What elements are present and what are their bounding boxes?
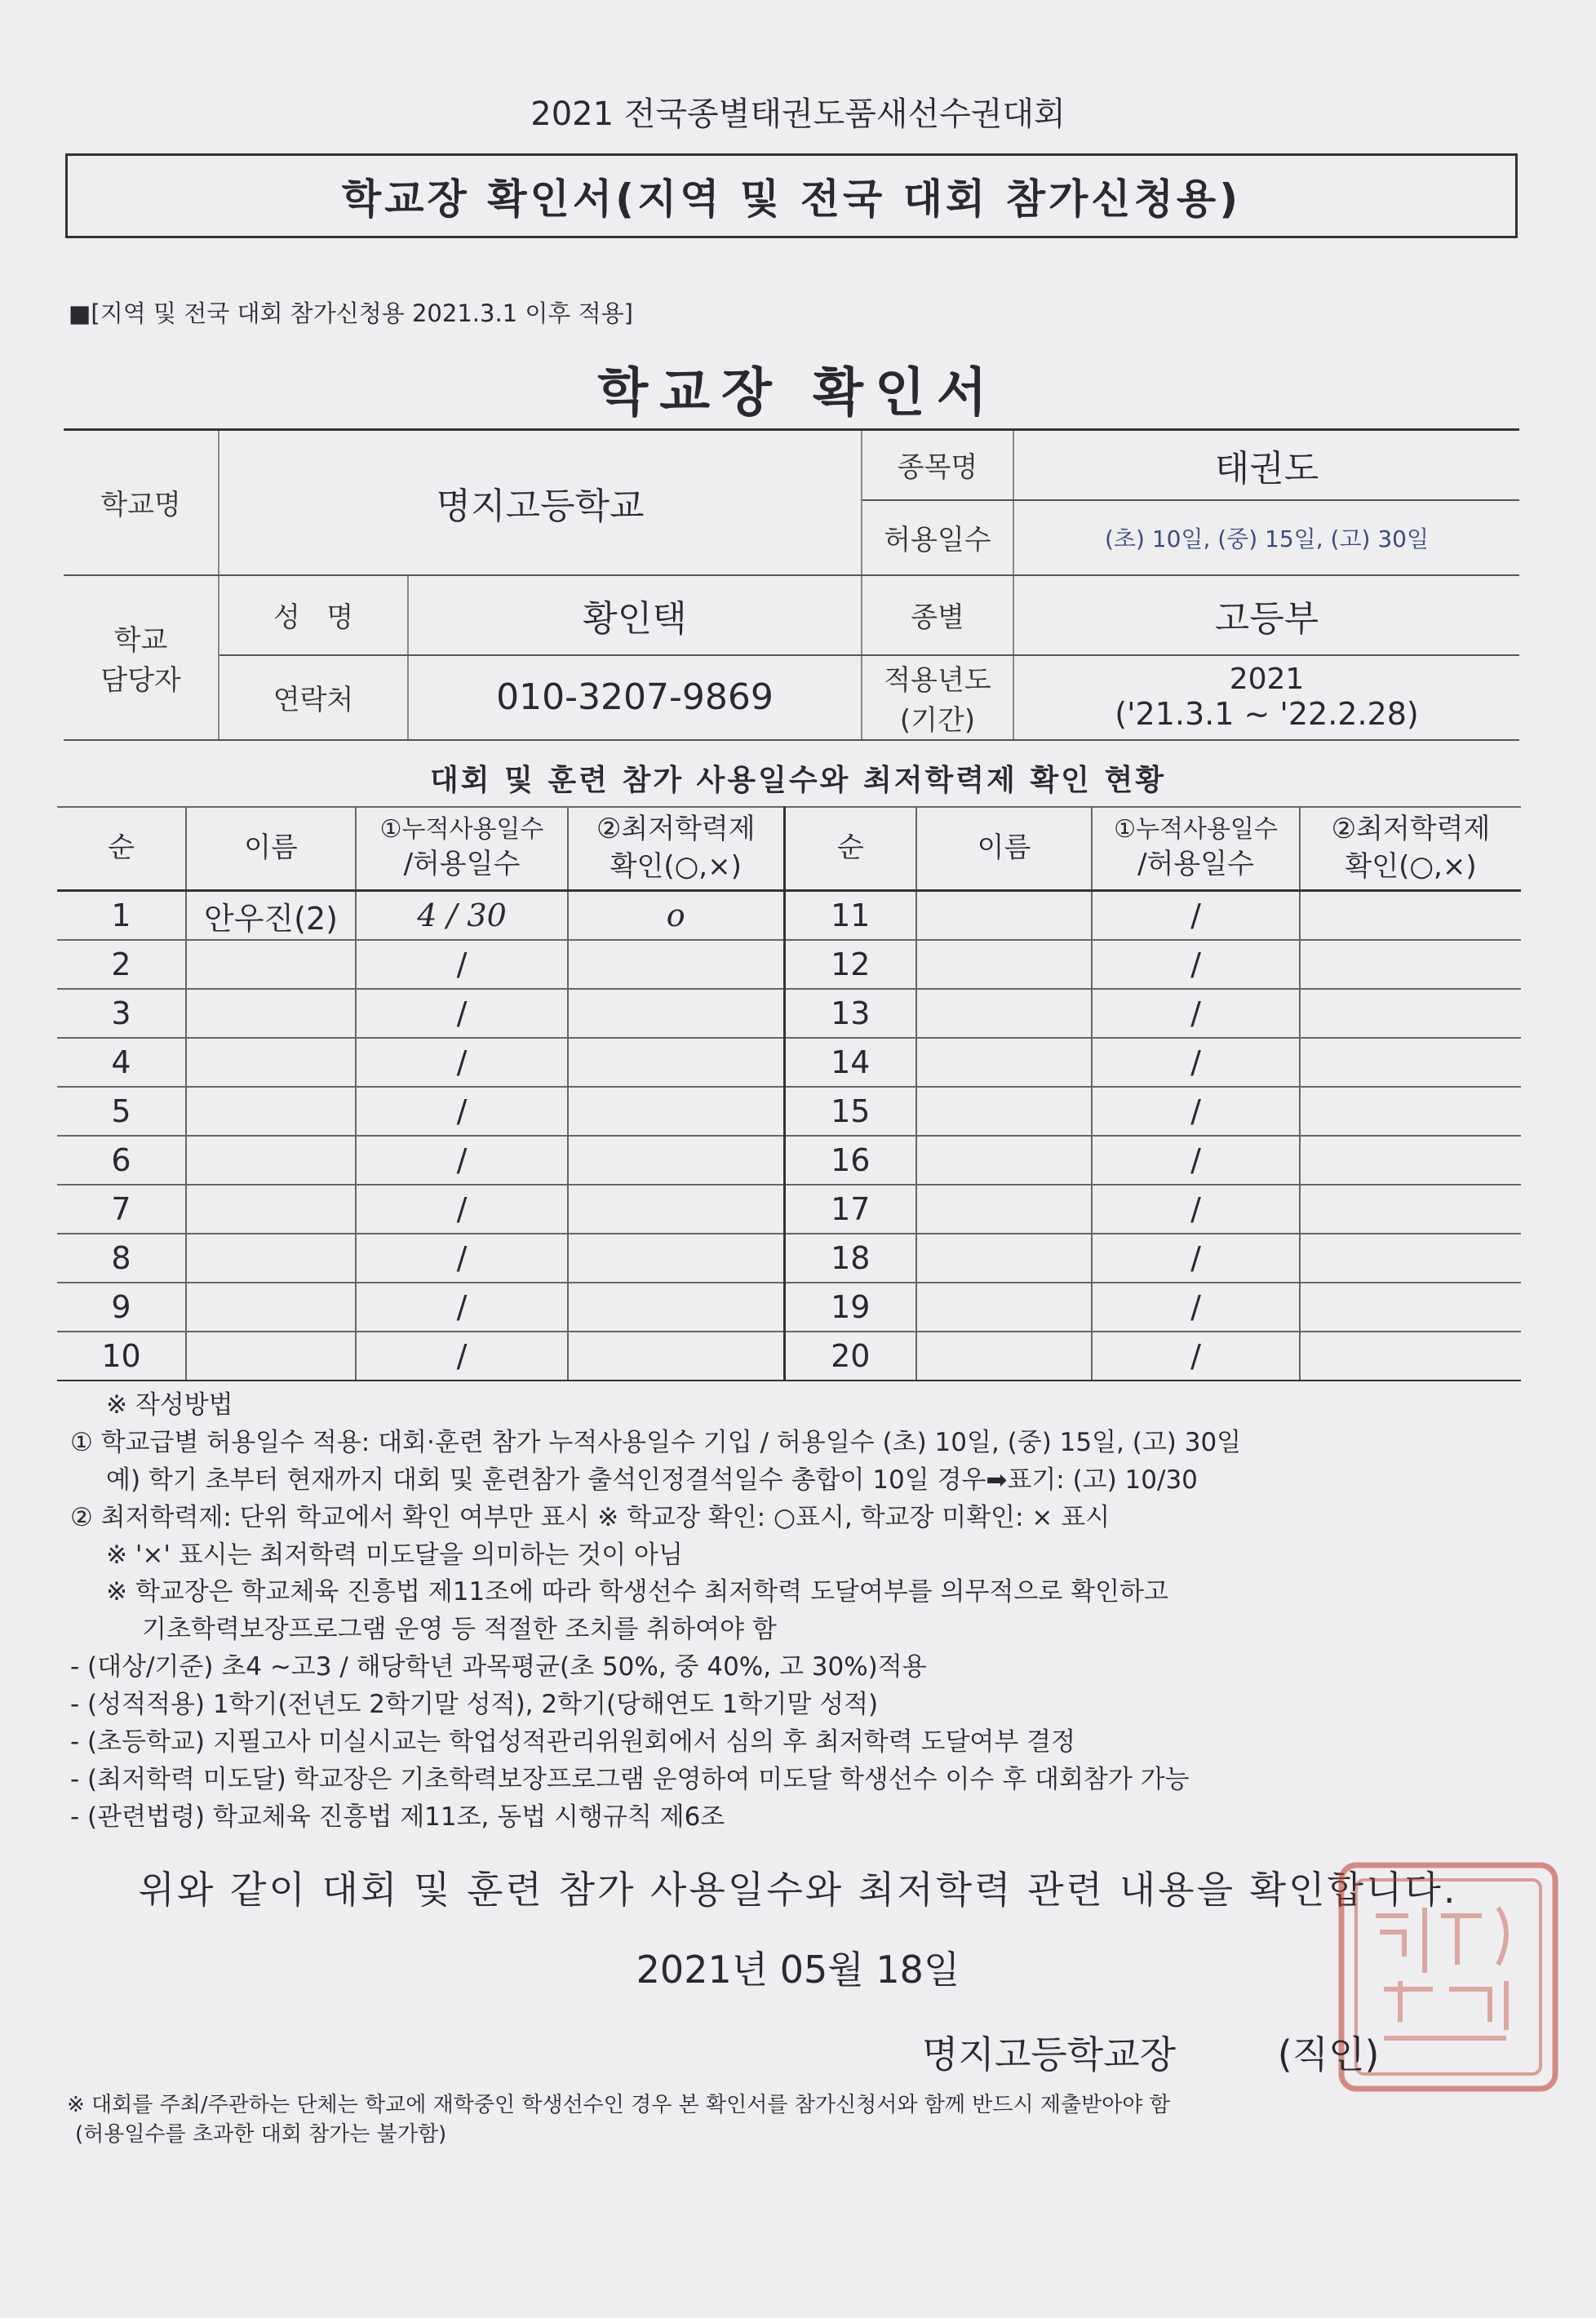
row-acad — [1300, 1332, 1521, 1381]
table-row — [57, 1038, 1521, 1087]
footer-note — [67, 2090, 1170, 2150]
year-value — [1013, 655, 1519, 740]
instruction-line: ① 학교급별 허용일수 적용: 대회·훈련 참가 누적사용일수 기입 / 허용일수 (초) 10일, (중) 15일, (고) 30일 — [70, 1427, 1242, 1457]
table-row — [57, 1185, 1521, 1234]
row-name — [916, 1234, 1092, 1283]
instruction-line: - (초등학교) 지필고사 미실시교는 학업성적관리위원회에서 심의 후 최저학력 도달여부 결정 — [70, 1726, 1076, 1757]
sport-label: 종목명 — [862, 430, 1013, 500]
col-acad-line1: ②최저학력제 — [596, 813, 756, 846]
instruction-line: ※ '×' 표시는 최저학력 미도달을 의미하는 것이 아님 — [106, 1540, 683, 1570]
division-value: 고등부 — [1013, 575, 1519, 655]
instruction-line: 예) 학기 초부터 현재까지 대회 및 훈련참가 출석인정결석일수 총합이 10일 경우➡표기: (고) 10/30 — [106, 1465, 1198, 1495]
row-name — [186, 1087, 356, 1136]
row-days: / — [1092, 891, 1300, 941]
year-value-period: ('21.3.1 ~ '22.2.28) — [1115, 696, 1419, 732]
row-days: / — [1092, 940, 1300, 989]
manager-label-line2: 담당자 — [100, 663, 181, 697]
footer-note-line1: ※ 대회를 주최/주관하는 단체는 학교에 재학중인 학생선수인 경우 본 확인서를 참가신청서와 함께 반드시 제출받아야 함 — [67, 2093, 1170, 2117]
row-no: 2 — [57, 940, 186, 989]
row-no: 8 — [57, 1234, 186, 1283]
year-label — [862, 655, 1013, 740]
division-label: 종별 — [862, 575, 1013, 655]
row-name — [186, 1332, 356, 1381]
row-acad — [568, 1332, 784, 1381]
col-days-line2: /허용일수 — [403, 848, 521, 881]
col-no-header: 순 — [57, 807, 186, 891]
row-acad — [568, 1087, 784, 1136]
year-label-line1: 적용년도 — [884, 663, 991, 697]
row-acad — [1300, 1038, 1521, 1087]
row-days: / — [1092, 989, 1300, 1038]
instruction-line: - (성적적용) 1학기(전년도 2학기말 성적), 2학기(당해연도 1학기말 성적) — [70, 1690, 879, 1719]
seal-label: (직인) — [1277, 2032, 1380, 2076]
row-name — [916, 1185, 1092, 1234]
row-acad — [568, 989, 784, 1038]
instructions — [70, 1387, 1539, 1837]
manager-label-line1: 학교 — [113, 623, 168, 657]
col-no-header: 순 — [784, 807, 916, 891]
sport-value: 태권도 — [1013, 430, 1519, 500]
manager-label — [64, 575, 219, 740]
table-row — [57, 940, 1521, 989]
row-days: / — [356, 1283, 568, 1332]
row-acad — [1300, 891, 1521, 941]
row-acad — [568, 1136, 784, 1185]
row-acad — [568, 1038, 784, 1087]
row-acad — [568, 1283, 784, 1332]
row-name — [916, 1038, 1092, 1087]
col-acad-line2: 확인(○,×) — [1345, 850, 1477, 883]
row-acad — [568, 940, 784, 989]
row-name — [186, 1185, 356, 1234]
row-days: / — [1092, 1283, 1300, 1332]
row-days: / — [356, 1038, 568, 1087]
school-name-value: 명지고등학교 — [219, 430, 862, 575]
row-days: / — [356, 1087, 568, 1136]
row-name — [186, 940, 356, 989]
footer-note-line2: (허용일수를 초과한 대회 참가는 불가함) — [75, 2122, 447, 2147]
contact-value: 010-3207-9869 — [408, 655, 862, 740]
year-label-line2: (기간) — [899, 703, 976, 737]
row-no: 10 — [57, 1332, 186, 1381]
col-acad-header — [568, 807, 784, 891]
row-name — [916, 891, 1092, 941]
row-days: / — [356, 989, 568, 1038]
col-name-header: 이름 — [186, 807, 356, 891]
table-row — [57, 1283, 1521, 1332]
row-no: 12 — [784, 940, 916, 989]
row-name — [186, 1038, 356, 1087]
row-name — [916, 1283, 1092, 1332]
col-days-line2: /허용일수 — [1137, 848, 1254, 881]
status-header-row — [57, 807, 1521, 891]
instruction-line: ※ 학교장은 학교체육 진흥법 제11조에 따라 학생선수 최저학력 도달여부를 의무적으로 확인하고 — [106, 1577, 1168, 1607]
form-title: 학교장 확인서 — [597, 363, 999, 423]
row-name — [916, 1136, 1092, 1185]
instruction-line: - (최저학력 미도달) 학교장은 기초학력보장프로그램 운영하여 미도달 학생선수 이수 후 대회참가 가능 — [70, 1764, 1190, 1794]
row-no: 11 — [784, 891, 916, 941]
col-acad-line2: 확인(○,×) — [610, 850, 742, 883]
row-name — [916, 940, 1092, 989]
row-no: 4 — [57, 1038, 186, 1087]
col-acad-line1: ②최저학력제 — [1331, 813, 1491, 846]
table-row — [57, 1136, 1521, 1185]
row-days: / — [1092, 1185, 1300, 1234]
row-name — [916, 989, 1092, 1038]
allowed-days-label: 허용일수 — [862, 500, 1013, 575]
document-header-box — [65, 153, 1518, 238]
school-info-table — [64, 428, 1519, 741]
status-table-title: 대회 및 훈련 참가 사용일수와 최저학력제 확인 현황 — [429, 764, 1167, 797]
principal-name: 명지고등학교장 — [922, 2032, 1177, 2076]
row-days: / — [356, 1332, 568, 1381]
seal-inner-border — [1356, 1880, 1541, 2074]
table-row — [57, 1234, 1521, 1283]
principal-signature-line — [922, 2025, 1379, 2079]
row-no: 5 — [57, 1087, 186, 1136]
document-header-title: 학교장 확인서(지역 및 전국 대회 참가신청용) — [341, 175, 1242, 223]
row-acad — [568, 1185, 784, 1234]
row-no: 6 — [57, 1136, 186, 1185]
row-no: 18 — [784, 1234, 916, 1283]
row-no: 17 — [784, 1185, 916, 1234]
row-no: 1 — [57, 891, 186, 941]
row-days: / — [1092, 1038, 1300, 1087]
row-name — [916, 1087, 1092, 1136]
row-no: 20 — [784, 1332, 916, 1381]
row-days: / — [1092, 1332, 1300, 1381]
status-table — [57, 806, 1521, 1381]
row-no: 14 — [784, 1038, 916, 1087]
instruction-line: - (관련법령) 학교체육 진흥법 제11조, 동법 시행규칙 제6조 — [70, 1802, 725, 1832]
row-acad — [1300, 1136, 1521, 1185]
row-name — [916, 1332, 1092, 1381]
instruction-line: ② 최저학력제: 단위 학교에서 확인 여부만 표시 ※ 학교장 확인: ○표시, 학교장 미확인: × 표시 — [70, 1502, 1111, 1532]
row-days: / — [356, 1234, 568, 1283]
col-days-header — [1092, 807, 1300, 891]
row-no: 7 — [57, 1185, 186, 1234]
row-no: 13 — [784, 989, 916, 1038]
row-acad — [1300, 1234, 1521, 1283]
col-days-line1: ①누적사용일수 — [379, 814, 544, 844]
year-value-year: 2021 — [1229, 663, 1305, 696]
row-acad — [1300, 1283, 1521, 1332]
event-title: 2021 전국종별태권도품새선수권대회 — [530, 95, 1066, 133]
col-name-header: 이름 — [916, 807, 1092, 891]
table-row — [57, 1332, 1521, 1381]
row-no: 15 — [784, 1087, 916, 1136]
row-days: / — [356, 940, 568, 989]
row-no: 16 — [784, 1136, 916, 1185]
row-days: / — [356, 1136, 568, 1185]
row-name — [186, 1283, 356, 1332]
instructions-heading: ※ 작성방법 — [106, 1390, 233, 1420]
row-days: / — [1092, 1087, 1300, 1136]
table-row — [57, 891, 1521, 941]
apply-note: ■[지역 및 전국 대회 참가신청용 2021.3.1 이후 적용] — [69, 299, 633, 327]
allowed-days-value: (초) 10일, (중) 15일, (고) 30일 — [1013, 500, 1519, 575]
row-days: 4 / 30 — [356, 891, 568, 941]
contact-label: 연락처 — [219, 655, 408, 740]
row-name: 안우진(2) — [186, 891, 356, 941]
row-acad — [568, 1234, 784, 1283]
issue-date: 2021년 05월 18일 — [636, 1948, 960, 1992]
row-acad — [1300, 940, 1521, 989]
row-name — [186, 989, 356, 1038]
row-no: 3 — [57, 989, 186, 1038]
instruction-line: - (대상/기준) 초4 ~고3 / 해당학년 과목평균(초 50%, 중 40%, 고 30%)적용 — [70, 1652, 927, 1682]
row-days: / — [356, 1185, 568, 1234]
row-no: 9 — [57, 1283, 186, 1332]
col-days-line1: ①누적사용일수 — [1114, 814, 1278, 844]
row-acad — [1300, 1087, 1521, 1136]
instruction-line: 기초학력보장프로그램 운영 등 적절한 조치를 취하여야 함 — [142, 1615, 777, 1645]
col-acad-header — [1300, 807, 1521, 891]
row-days: / — [1092, 1136, 1300, 1185]
table-row — [57, 1087, 1521, 1136]
manager-name-value: 황인택 — [408, 575, 862, 655]
confirmation-statement: 위와 같이 대회 및 훈련 참가 사용일수와 최저학력 관련 내용을 확인합니다. — [138, 1868, 1458, 1912]
row-no: 19 — [784, 1283, 916, 1332]
row-name — [186, 1136, 356, 1185]
seal-glyph-strokes — [1376, 1908, 1506, 2038]
row-acad — [1300, 1185, 1521, 1234]
row-acad — [1300, 989, 1521, 1038]
row-acad: o — [568, 891, 784, 941]
row-days: / — [1092, 1234, 1300, 1283]
col-days-header — [356, 807, 568, 891]
table-row — [57, 989, 1521, 1038]
school-name-label: 학교명 — [64, 430, 219, 575]
manager-name-label: 성 명 — [219, 575, 408, 655]
row-name — [186, 1234, 356, 1283]
